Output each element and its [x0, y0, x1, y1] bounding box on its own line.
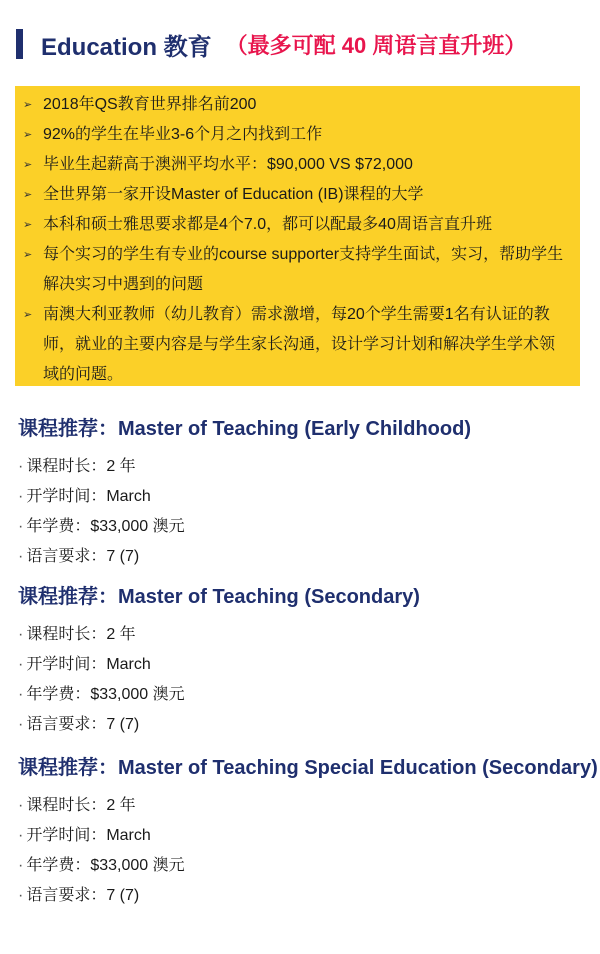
- course-detail-row: [18, 512, 471, 542]
- dot-bullet-icon: ·: [18, 716, 24, 733]
- course-language: 语言要求：7 (7): [26, 548, 140, 565]
- course-details: [18, 791, 598, 911]
- course-title: 课程推荐：Master of Teaching Special Education (Secondary): [18, 757, 598, 779]
- course-detail-row: [18, 851, 598, 881]
- course-detail-row: [18, 482, 471, 512]
- dot-bullet-icon: ·: [18, 656, 24, 673]
- dot-bullet-icon: ·: [18, 458, 24, 475]
- course-detail-row: [18, 710, 420, 740]
- course-detail-row: [18, 620, 420, 650]
- course-detail-row: [18, 542, 471, 572]
- dot-bullet-icon: ·: [18, 887, 24, 904]
- course-fee: 年学费：$33,000 澳元: [26, 686, 185, 703]
- arrow-right-icon: ➢: [23, 129, 33, 141]
- dot-bullet-icon: ·: [18, 548, 24, 565]
- dot-bullet-icon: ·: [18, 518, 24, 535]
- course-detail-row: [18, 791, 598, 821]
- arrow-right-icon: ➢: [23, 309, 33, 321]
- course-language: 语言要求：7 (7): [26, 887, 140, 904]
- vertical-bar-icon: [16, 29, 23, 59]
- highlights-list: [23, 90, 570, 390]
- list-item: [23, 120, 570, 150]
- course-title: 课程推荐：Master of Teaching (Early Childhood): [18, 418, 471, 440]
- dot-bullet-icon: ·: [18, 488, 24, 505]
- list-item: [23, 150, 570, 180]
- list-item: [23, 240, 570, 300]
- list-item: [23, 90, 570, 120]
- list-item: [23, 300, 570, 390]
- course-duration: 课程时长：2 年: [26, 797, 136, 814]
- dot-bullet-icon: ·: [18, 686, 24, 703]
- course-fee: 年学费：$33,000 澳元: [26, 518, 185, 535]
- highlight-text: 2018年QS教育世界排名前200: [43, 96, 257, 113]
- course-intake: 开学时间：March: [26, 827, 151, 844]
- course-duration: 课程时长：2 年: [26, 458, 136, 475]
- course-duration: 课程时长：2 年: [26, 626, 136, 643]
- dot-bullet-icon: ·: [18, 626, 24, 643]
- course-title: 课程推荐：Master of Teaching (Secondary): [18, 586, 420, 608]
- arrow-right-icon: ➢: [23, 189, 33, 201]
- arrow-right-icon: ➢: [23, 219, 33, 231]
- list-item: [23, 210, 570, 240]
- list-item: [23, 180, 570, 210]
- highlight-text: 92%的学生在毕业3-6个月之内找到工作: [43, 126, 323, 143]
- course-intake: 开学时间：March: [26, 656, 151, 673]
- page-subtitle: （最多可配 40 周语言直升班）: [225, 32, 527, 58]
- page-title: Education 教育: [41, 33, 212, 61]
- highlight-text: 全世界第一家开设Master of Education (IB)课程的大学: [43, 186, 424, 203]
- course-detail-row: [18, 680, 420, 710]
- course-intake: 开学时间：March: [26, 488, 151, 505]
- course-fee: 年学费：$33,000 澳元: [26, 857, 185, 874]
- highlight-text: 每个实习的学生有专业的course supporter支持学生面试，实习，帮助学生解决实习中遇到的问题: [43, 246, 564, 293]
- course-language: 语言要求：7 (7): [26, 716, 140, 733]
- course-section: [18, 416, 471, 572]
- highlight-text: 本科和硕士雅思要求都是4个7.0，都可以配最多40周语言直升班: [43, 216, 492, 233]
- course-details: [18, 620, 420, 740]
- course-detail-row: [18, 650, 420, 680]
- highlight-text: 南澳大利亚教师（幼儿教育）需求激增，每20个学生需要1名有认证的教师，就业的主要内容是与学生家长沟通，设计学习计划和解决学生学术领域的问题。: [43, 306, 556, 383]
- highlight-text: 毕业生起薪高于澳洲平均水平：$90,000 VS $72,000: [43, 156, 413, 173]
- course-details: [18, 452, 471, 572]
- dot-bullet-icon: ·: [18, 857, 24, 874]
- arrow-right-icon: ➢: [23, 159, 33, 171]
- arrow-right-icon: ➢: [23, 249, 33, 261]
- course-detail-row: [18, 452, 471, 482]
- highlights-box: [15, 86, 580, 386]
- course-detail-row: [18, 821, 598, 851]
- dot-bullet-icon: ·: [18, 827, 24, 844]
- course-section: [18, 755, 598, 911]
- course-detail-row: [18, 881, 598, 911]
- page-header: [16, 28, 526, 60]
- dot-bullet-icon: ·: [18, 797, 24, 814]
- arrow-right-icon: ➢: [23, 99, 33, 111]
- course-section: [18, 584, 420, 740]
